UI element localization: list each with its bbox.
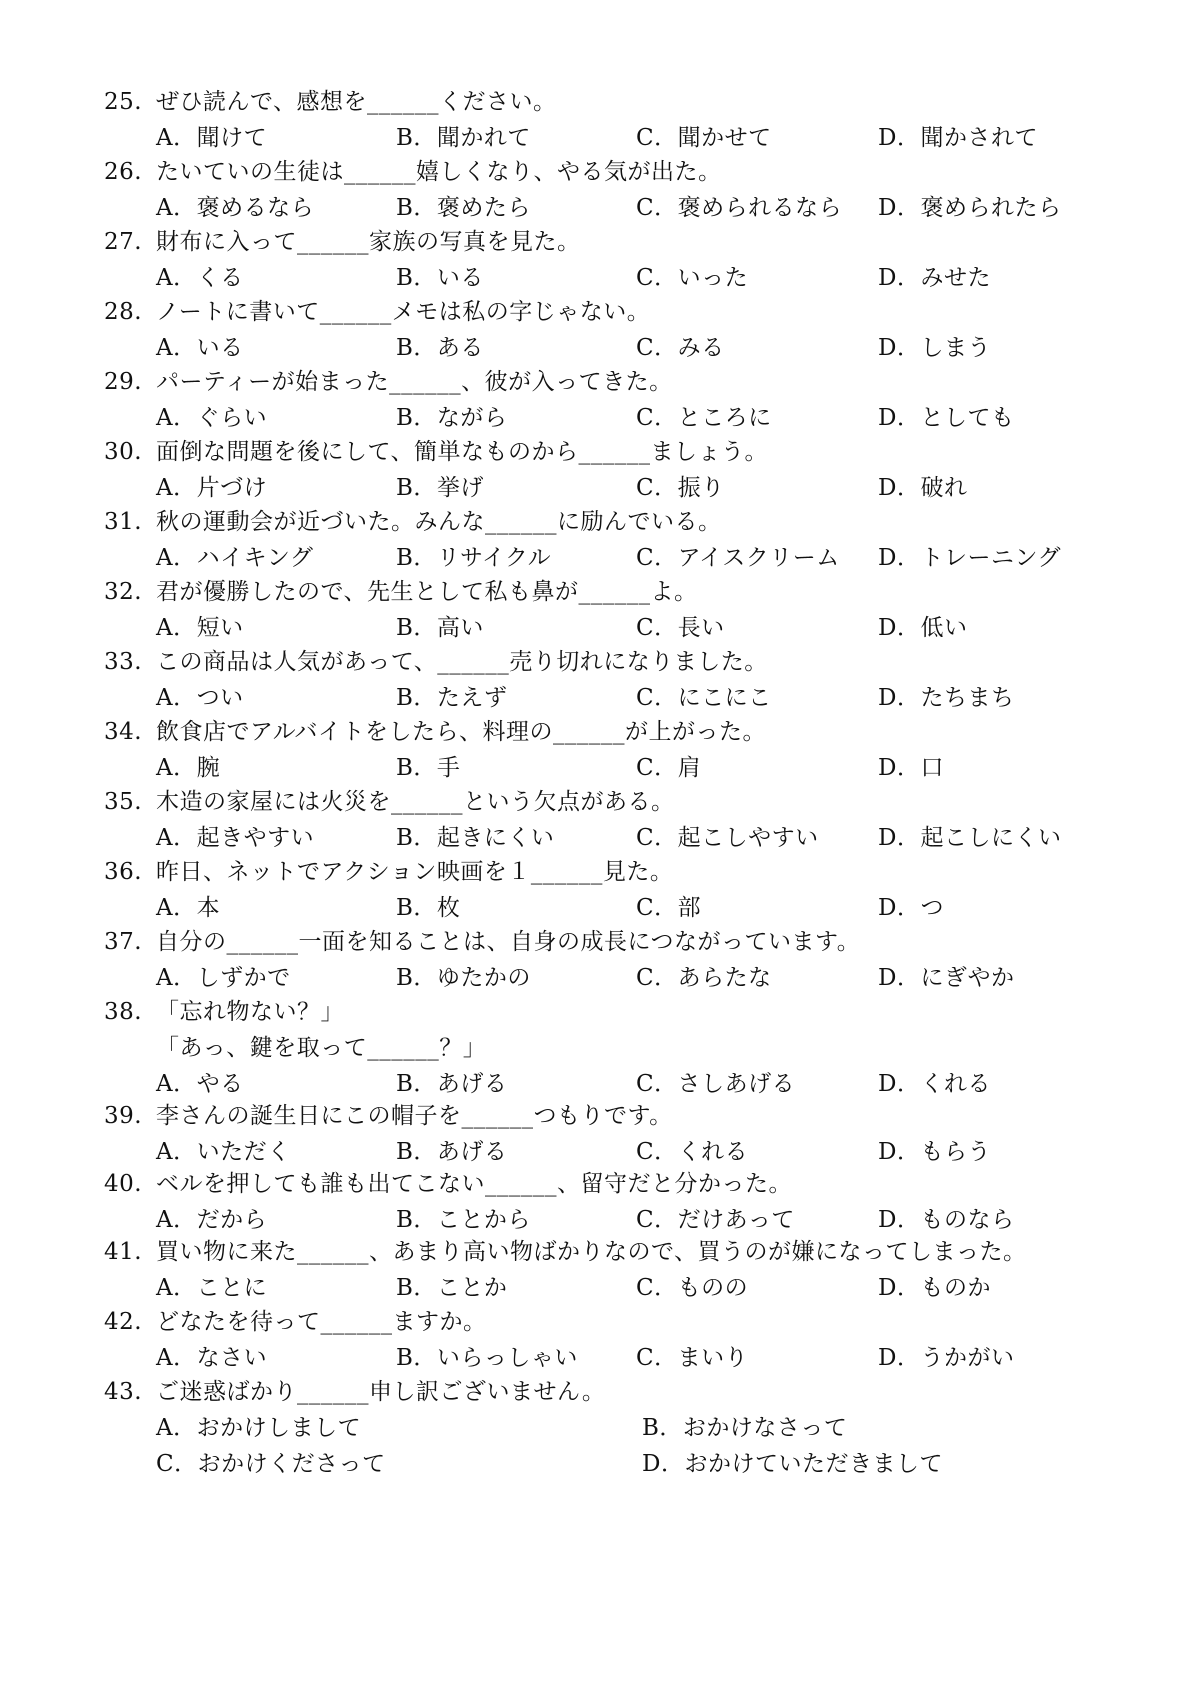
question-stem: 飲食店でアルバイトをしたら、料理の______が上がった。 <box>156 719 766 745</box>
question-stem: 君が優勝したので、先生として私も鼻が______よ。 <box>156 579 698 605</box>
question-stem: 自分の______一面を知ることは、自身の成長につながっています。 <box>156 929 861 955</box>
question-26 <box>104 154 1140 226</box>
option-d[interactable]: D．褒められたら <box>878 195 1062 221</box>
option-c[interactable]: C．褒められるなら <box>636 195 843 221</box>
option-row <box>104 680 1140 716</box>
option-c[interactable]: C．にこにこ <box>636 685 772 711</box>
question-number: 25. <box>104 89 143 115</box>
option-b[interactable]: B．リサイクル <box>396 545 552 571</box>
option-c[interactable]: C．肩 <box>636 755 702 781</box>
option-c[interactable]: C．聞かせて <box>636 125 772 151</box>
option-b[interactable]: B．あげる <box>396 1139 508 1165</box>
option-b[interactable]: B．いらっしゃい <box>396 1345 578 1371</box>
question-27 <box>104 224 1140 296</box>
option-d[interactable]: D．低い <box>878 615 968 641</box>
option-c[interactable]: C．アイスクリーム <box>636 545 840 571</box>
option-a[interactable]: A．なさい <box>156 1345 268 1371</box>
question-stem: 秋の運動会が近づいた。みんな______に励んでいる。 <box>156 509 722 535</box>
option-a[interactable]: A．やる <box>156 1071 244 1097</box>
option-b[interactable]: B．ある <box>396 335 484 361</box>
option-b[interactable]: B．起きにくい <box>396 825 555 851</box>
option-d[interactable]: D．つ <box>878 895 944 921</box>
question-stem: パーティーが始まった______、彼が入ってきた。 <box>156 369 673 395</box>
question-36 <box>104 854 1140 926</box>
option-row <box>104 1446 1140 1482</box>
question-stem: 買い物に来た______、あまり高い物ばかりなので、買うのが嫌になってしまった。 <box>156 1239 1027 1265</box>
question-40 <box>104 1166 1140 1238</box>
option-b[interactable]: B．ゆたかの <box>396 965 531 991</box>
question-37 <box>104 924 1140 996</box>
question-number: 43. <box>104 1379 143 1405</box>
question-29 <box>104 364 1140 436</box>
option-c[interactable]: C．まいり <box>636 1345 749 1371</box>
option-d[interactable]: D．トレーニング <box>878 545 1061 571</box>
question-stem: どなたを待って______ますか。 <box>156 1309 487 1335</box>
option-row <box>104 330 1140 366</box>
option-c[interactable]: C．部 <box>636 895 702 921</box>
option-c[interactable]: C．ものの <box>636 1275 749 1301</box>
option-row <box>104 1134 1140 1170</box>
option-row <box>104 470 1140 506</box>
question-stem: 「忘れ物ない？」 <box>156 999 344 1025</box>
option-d[interactable]: D．にぎやか <box>878 965 1015 991</box>
option-d[interactable]: D．しまう <box>878 335 991 361</box>
option-a[interactable]: A．褒めるなら <box>156 195 315 221</box>
question-31 <box>104 504 1140 576</box>
question-number: 40. <box>104 1171 143 1197</box>
option-b[interactable]: B．たえず <box>396 685 508 711</box>
question-stem: たいていの生徒は______嬉しくなり、やる気が出た。 <box>156 159 722 185</box>
option-row <box>104 1202 1140 1238</box>
question-number: 38. <box>104 999 143 1025</box>
option-d[interactable]: D．たちまち <box>878 685 1015 711</box>
option-a[interactable]: A．ぐらい <box>156 405 268 431</box>
option-row <box>104 750 1140 786</box>
question-32 <box>104 574 1140 646</box>
question-number: 36. <box>104 859 143 885</box>
option-row <box>104 1270 1140 1306</box>
question-number: 26. <box>104 159 143 185</box>
option-b[interactable]: B．枚 <box>396 895 461 921</box>
option-b[interactable]: B．挙げ <box>396 475 484 501</box>
option-d[interactable]: D．おかけていただきまして <box>642 1451 943 1477</box>
option-a[interactable]: A．本 <box>156 895 221 921</box>
question-number: 27. <box>104 229 143 255</box>
option-row <box>104 400 1140 436</box>
question-stem: この商品は人気があって、______売り切れになりました。 <box>156 649 768 675</box>
question-number: 37. <box>104 929 143 955</box>
question-39 <box>104 1098 1140 1170</box>
option-d[interactable]: D．みせた <box>878 265 991 291</box>
question-stem: 面倒な問題を後にして、簡単なものから______ましょう。 <box>156 439 769 465</box>
option-a[interactable]: A．つい <box>156 685 244 711</box>
question-25 <box>104 84 1140 156</box>
option-a[interactable]: A．くる <box>156 265 244 291</box>
option-c[interactable]: C．振り <box>636 475 725 501</box>
option-b[interactable]: B．おかけなさって <box>642 1415 848 1441</box>
question-number: 42. <box>104 1309 143 1335</box>
option-row <box>104 260 1140 296</box>
option-b[interactable]: B．あげる <box>396 1071 508 1097</box>
option-b[interactable]: B．手 <box>396 755 461 781</box>
option-a[interactable]: A．腕 <box>156 755 221 781</box>
question-35 <box>104 784 1140 856</box>
question-stem-line-2: 「あっ、鍵を取って______？」 <box>156 1035 487 1061</box>
question-43 <box>104 1374 1140 1482</box>
option-row <box>104 1410 1140 1446</box>
option-b[interactable]: B．褒めたら <box>396 195 531 221</box>
question-38 <box>104 994 1140 1102</box>
option-row <box>104 540 1140 576</box>
question-34 <box>104 714 1140 786</box>
question-number: 29. <box>104 369 143 395</box>
option-a[interactable]: A．だから <box>156 1207 268 1233</box>
question-number: 34. <box>104 719 143 745</box>
option-a[interactable]: A．聞けて <box>156 125 268 151</box>
question-number: 30. <box>104 439 143 465</box>
question-30 <box>104 434 1140 506</box>
question-number: 33. <box>104 649 143 675</box>
option-a[interactable]: A．短い <box>156 615 244 641</box>
question-number: 31. <box>104 509 143 535</box>
option-a[interactable]: A．ことに <box>156 1275 268 1301</box>
option-b[interactable]: B．聞かれて <box>396 125 531 151</box>
option-c[interactable]: C．いった <box>636 265 749 291</box>
option-row <box>104 1066 1140 1102</box>
option-c[interactable]: C．さしあげる <box>636 1071 796 1097</box>
question-33 <box>104 644 1140 716</box>
option-row <box>104 890 1140 926</box>
option-a[interactable]: A．起きやすい <box>156 825 315 851</box>
option-a[interactable]: A．片づけ <box>156 475 268 501</box>
option-b[interactable]: B．高い <box>396 615 484 641</box>
question-number: 39. <box>104 1103 143 1129</box>
option-row <box>104 610 1140 646</box>
option-c[interactable]: C．起こしやすい <box>636 825 819 851</box>
option-b[interactable]: B．ながら <box>396 405 508 431</box>
option-d[interactable]: D．口 <box>878 755 944 781</box>
question-stem: 財布に入って______家族の写真を見た。 <box>156 229 581 255</box>
question-stem: 昨日、ネットでアクション映画を１______見た。 <box>156 859 674 885</box>
option-a[interactable]: A．いる <box>156 335 244 361</box>
option-d[interactable]: D．起こしにくい <box>878 825 1062 851</box>
option-row <box>104 190 1140 226</box>
option-a[interactable]: A．ハイキング <box>156 545 314 571</box>
option-row <box>104 1340 1140 1376</box>
question-41 <box>104 1234 1140 1306</box>
option-c[interactable]: C．長い <box>636 615 725 641</box>
option-row <box>104 820 1140 856</box>
option-b[interactable]: B．ことか <box>396 1275 508 1301</box>
option-a[interactable]: A．おかけしまして <box>156 1415 362 1441</box>
option-d[interactable]: D．としても <box>878 405 1015 431</box>
question-stem: ご迷惑ばかり______申し訳ございません。 <box>156 1379 606 1405</box>
option-row <box>104 960 1140 996</box>
question-42 <box>104 1304 1140 1376</box>
option-c[interactable]: C．おかけくださって <box>156 1451 386 1477</box>
question-number: 35. <box>104 789 143 815</box>
question-stem: 木造の家屋には火災を______という欠点がある。 <box>156 789 675 815</box>
option-b[interactable]: B．ことから <box>396 1207 531 1233</box>
question-stem: ノートに書いて______メモは私の字じゃない。 <box>156 299 651 325</box>
option-d[interactable]: D．うかがい <box>878 1345 1015 1371</box>
option-d[interactable]: D．くれる <box>878 1071 991 1097</box>
option-row <box>104 120 1140 156</box>
option-c[interactable]: C．みる <box>636 335 725 361</box>
question-28 <box>104 294 1140 366</box>
option-a[interactable]: A．しずかで <box>156 965 291 991</box>
question-number: 28. <box>104 299 143 325</box>
option-a[interactable]: A．いただく <box>156 1139 291 1165</box>
question-stem: ベルを押しても誰も出てこない______、留守だと分かった。 <box>156 1171 792 1197</box>
option-d[interactable]: D．もらう <box>878 1139 991 1165</box>
option-b[interactable]: B．いる <box>396 265 484 291</box>
option-c[interactable]: C．だけあって <box>636 1207 795 1233</box>
option-c[interactable]: C．くれる <box>636 1139 749 1165</box>
question-stem: ぜひ読んで、感想を______ください。 <box>156 89 557 115</box>
option-c[interactable]: C．ところに <box>636 405 772 431</box>
option-c[interactable]: C．あらたな <box>636 965 772 991</box>
question-number: 41. <box>104 1239 143 1265</box>
option-d[interactable]: D．ものなら <box>878 1207 1015 1233</box>
question-number: 32. <box>104 579 143 605</box>
option-d[interactable]: D．ものか <box>878 1275 991 1301</box>
option-d[interactable]: D．破れ <box>878 475 968 501</box>
option-d[interactable]: D．聞かされて <box>878 125 1038 151</box>
question-stem: 李さんの誕生日にこの帽子を______つもりです。 <box>156 1103 673 1129</box>
